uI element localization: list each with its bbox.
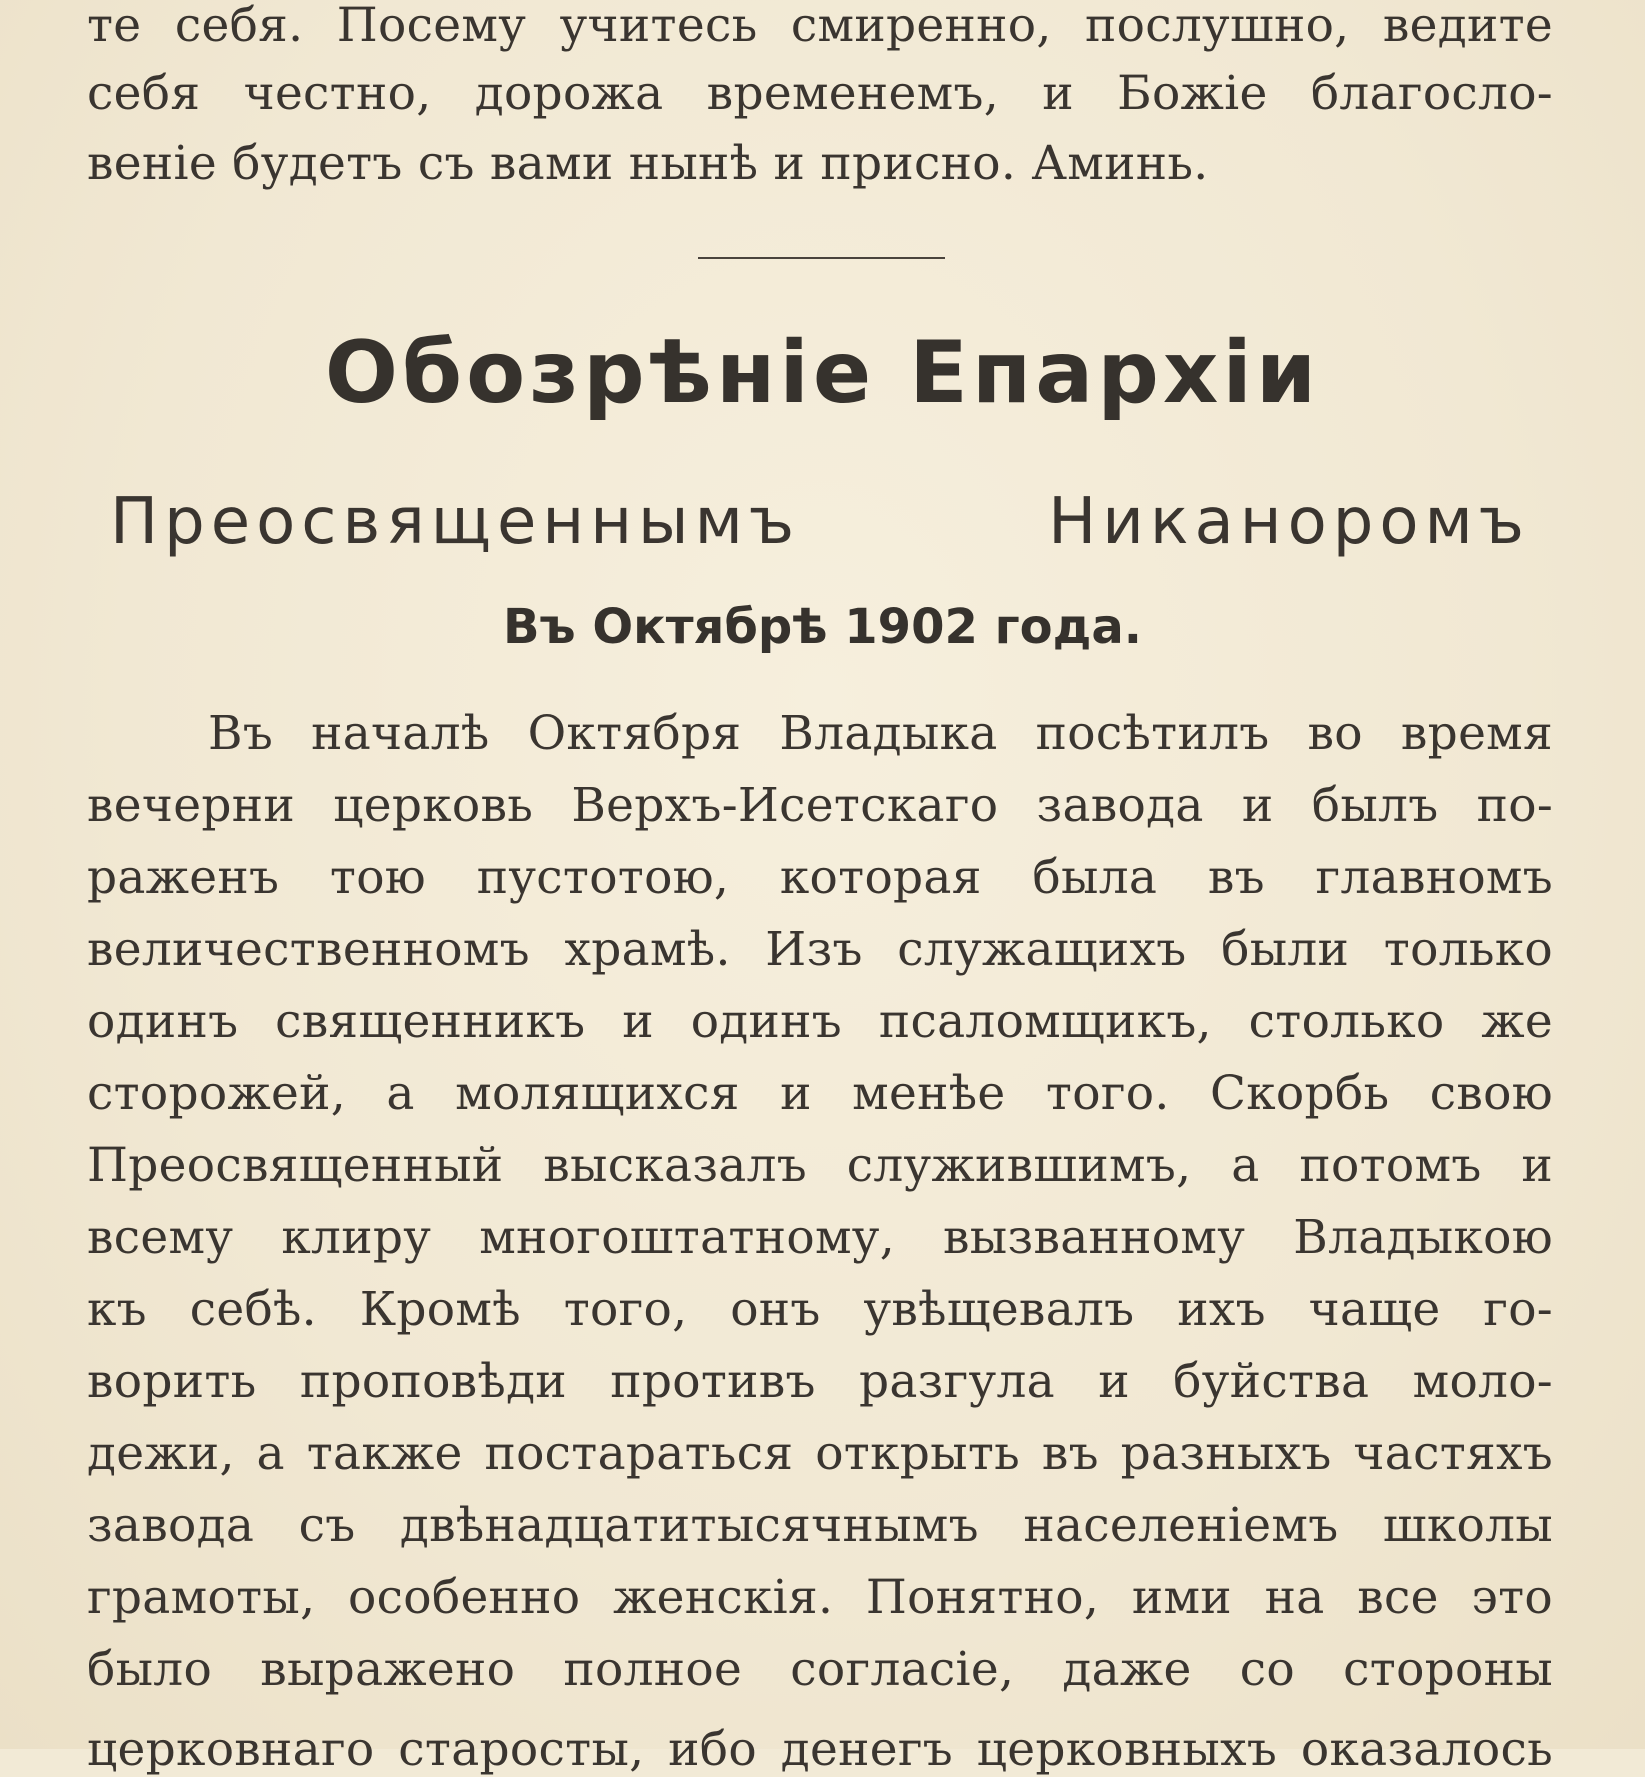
text-line: Въ началѣ Октября Владыка посѣтилъ во время xyxy=(208,706,1553,761)
text-line: было выражено полное согласіе, даже со стороны xyxy=(87,1642,1553,1697)
text-line: завода съ двѣнадцатитысячнымъ населеніемъ школы xyxy=(87,1498,1553,1553)
article-date: Въ Октябрѣ 1902 года. xyxy=(502,599,1143,655)
text-line: те себя. Посему учитесь смиренно, послушно, ведите xyxy=(87,0,1553,53)
text-line: Преосвященный высказалъ служившимъ, а потомъ и xyxy=(87,1138,1553,1193)
text-line: сторожей, а молящихся и менѣе того. Скорбь свою xyxy=(87,1066,1553,1121)
text-line: всему клиру многоштатному, вызванному Владыкою xyxy=(87,1210,1553,1265)
text-line: дежи, а также постараться открыть въ разныхъ частяхъ xyxy=(87,1426,1553,1481)
cut-off-line-container xyxy=(0,1718,1645,1777)
text-line: величественномъ храмѣ. Изъ служащихъ были только xyxy=(87,922,1553,977)
text-line: ворить проповѣди противъ разгула и буйства моло- xyxy=(87,1354,1553,1409)
section-divider xyxy=(698,257,945,259)
cut-off-text-line: церковнаго старосты, ибо денегъ церковныхъ оказалось xyxy=(87,1722,1553,1777)
text-line: одинъ священникъ и одинъ псаломщикъ, столько же xyxy=(87,994,1553,1049)
text-line: веніе будетъ съ вами нынѣ и присно. Аминь. xyxy=(87,136,1209,191)
text-line: къ себѣ. Кромѣ того, онъ увѣщевалъ ихъ чаще го- xyxy=(87,1282,1553,1337)
article-title: Обозрѣніе Епархіи xyxy=(324,323,1321,423)
article-subtitle: Преосвященнымъ Никаноромъ xyxy=(110,485,1530,559)
text-line: вечерни церковь Верхъ-Исетскаго завода и былъ по- xyxy=(87,778,1553,833)
text-line: раженъ тою пустотою, которая была въ главномъ xyxy=(87,850,1553,905)
text-line: грамоты, особенно женскія. Понятно, ими на все это xyxy=(87,1570,1553,1625)
text-line: себя честно, дорожа временемъ, и Божіе благосло- xyxy=(87,66,1553,121)
